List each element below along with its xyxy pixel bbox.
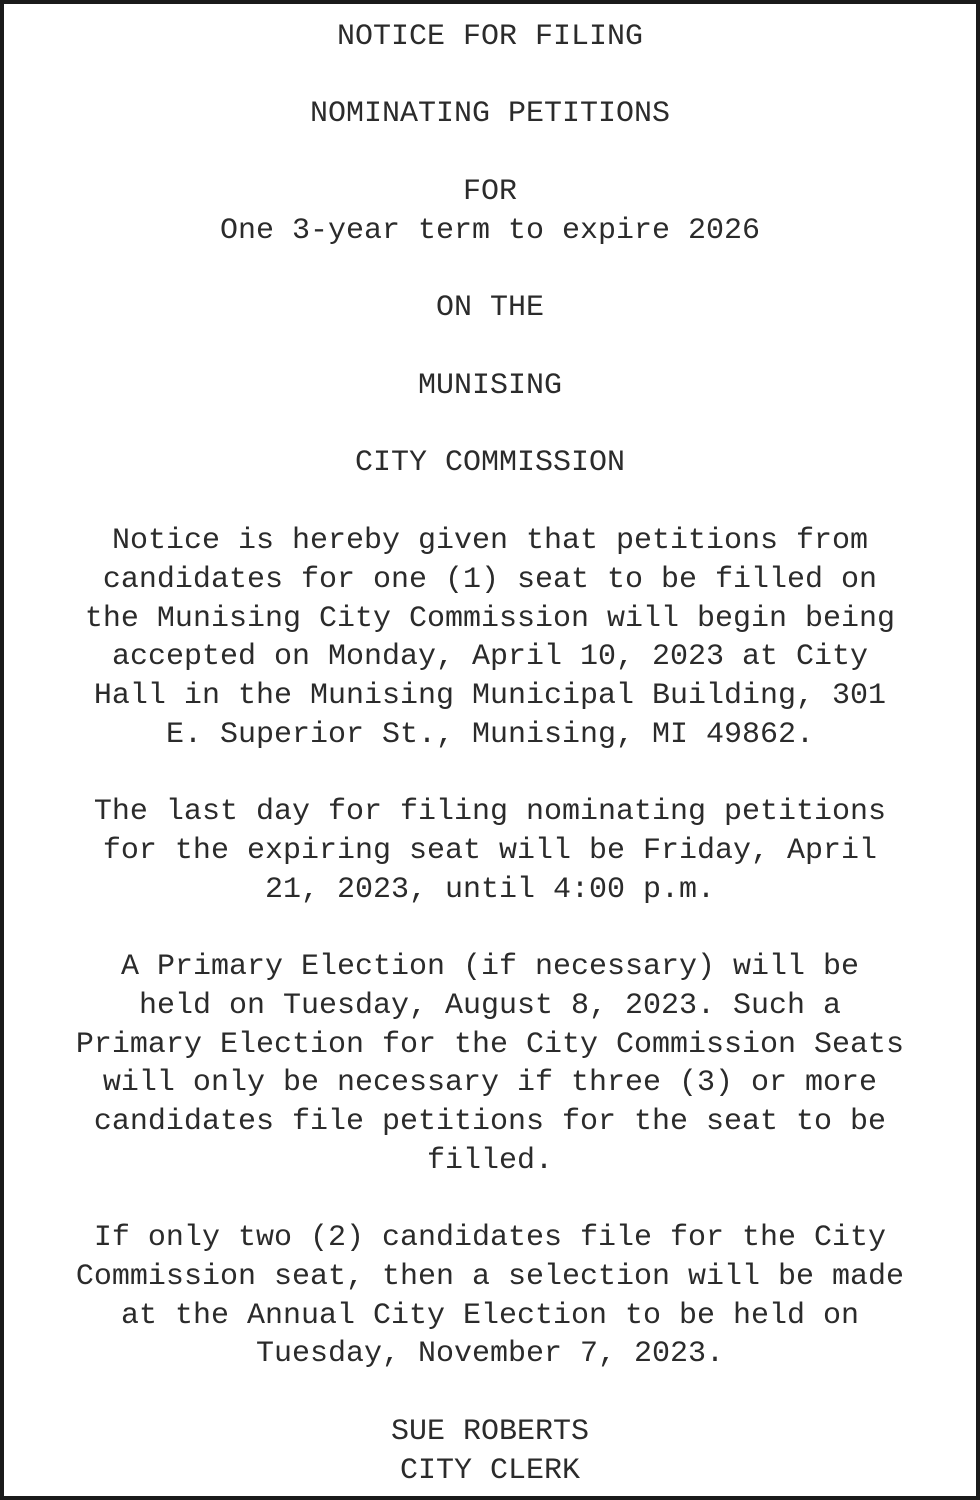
commission-heading: CITY COMMISSION — [354, 446, 626, 480]
term-line: One 3-year term to expire 2026 — [219, 214, 761, 248]
notice-paragraph-deadline: The last day for filing nominating petitions for the expiring seat will be Friday, April 21, 2023, until 4:00 p.m. — [93, 795, 887, 907]
notice-paragraph-general: If only two (2) candidates file for the City Commission seat, then a selection will be made at the Annual City Election to be held on Tuesday, November 7, 2023. — [75, 1221, 905, 1372]
signature-title: CITY CLERK — [399, 1454, 581, 1488]
notice-subtitle: NOMINATING PETITIONS — [309, 97, 671, 131]
notice-paragraph-primary: A Primary Election (if necessary) will be held on Tuesday, August 8, 2023. Such a Primary Election for the City Commission Seats will only be necessary if three (3) or more candidates file petitions for the seat to be filled. — [75, 950, 905, 1178]
notice-for-heading: FOR — [462, 175, 517, 209]
notice-title: NOTICE FOR FILING — [336, 20, 644, 54]
notice-paragraph-acceptance: Notice is hereby given that petitions from candidates for one (1) seat to be filled on the Munising City Commission will begin being accepted on Monday, April 10, 2023 at City Hall in the Munising Municipal Building, 301 E. Superior St., Munising, MI 49862. — [84, 524, 896, 752]
city-name-heading: MUNISING — [417, 369, 563, 403]
signature-name: SUE ROBERTS — [390, 1415, 590, 1449]
on-the-heading: ON THE — [435, 291, 545, 325]
